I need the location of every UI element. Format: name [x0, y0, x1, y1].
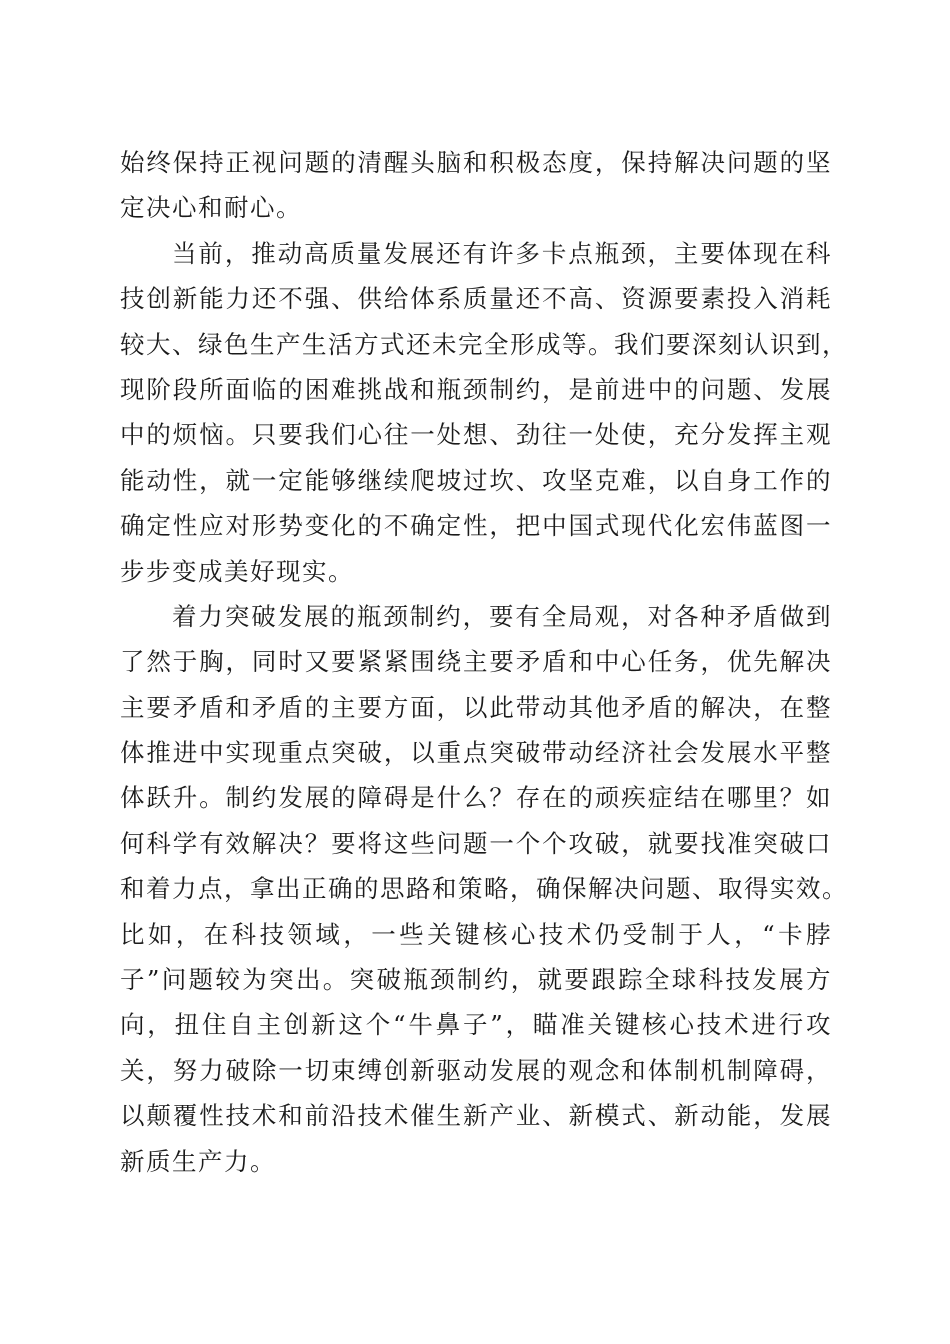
text-line: 了然于胸，同时又要紧紧围绕主要矛盾和中心任务，优先解决	[120, 647, 832, 677]
text-line: 体跃升。制约发展的障碍是什么？存在的顽疾症结在哪里？如	[120, 783, 832, 813]
text-line: 确定性应对形势变化的不确定性，把中国式现代化宏伟蓝图一	[120, 511, 832, 541]
text-line: 和着力点，拿出正确的思路和策略，确保解决问题、取得实效。	[120, 874, 848, 904]
text-line: 现阶段所面临的困难挑战和瓶颈制约，是前进中的问题、发展	[120, 374, 832, 404]
text-line: 主要矛盾和矛盾的主要方面，以此带动其他矛盾的解决，在整	[120, 692, 832, 722]
text-line: 新质生产力。	[120, 1146, 276, 1176]
text-line: 较大、绿色生产生活方式还未完全形成等。我们要深刻认识到，	[120, 329, 848, 359]
text-line: 技创新能力还不强、供给体系质量还不高、资源要素投入消耗	[120, 284, 832, 314]
text-line: 步步变成美好现实。	[120, 556, 354, 586]
text-line: 定决心和耐心。	[120, 193, 302, 223]
text-line: 体推进中实现重点突破，以重点突破带动经济社会发展水平整	[120, 738, 832, 768]
text-line: 向，扭住自主创新这个“牛鼻子”，瞄准关键核心技术进行攻	[120, 1010, 832, 1040]
body-text	[120, 140, 848, 1184]
text-line: 当前，推动高质量发展还有许多卡点瓶颈，主要体现在科	[172, 238, 832, 268]
text-line: 比如，在科技领域，一些关键核心技术仍受制于人，“卡脖	[120, 919, 832, 949]
text-line: 何科学有效解决？要将这些问题一个个攻破，就要找准突破口	[120, 828, 832, 858]
text-line: 能动性，就一定能够继续爬坡过坎、攻坚克难，以自身工作的	[120, 465, 832, 495]
text-line: 中的烦恼。只要我们心往一处想、劲往一处使，充分发挥主观	[120, 420, 832, 450]
text-line: 着力突破发展的瓶颈制约，要有全局观，对各种矛盾做到	[172, 601, 832, 631]
text-line: 始终保持正视问题的清醒头脑和积极态度，保持解决问题的坚	[120, 148, 832, 177]
text-line: 以颠覆性技术和前沿技术催生新产业、新模式、新动能，发展	[120, 1101, 832, 1131]
text-line: 关，努力破除一切束缚创新驱动发展的观念和体制机制障碍，	[120, 1055, 832, 1085]
text-line: 子”问题较为突出。突破瓶颈制约，就要跟踪全球科技发展方	[120, 965, 832, 995]
